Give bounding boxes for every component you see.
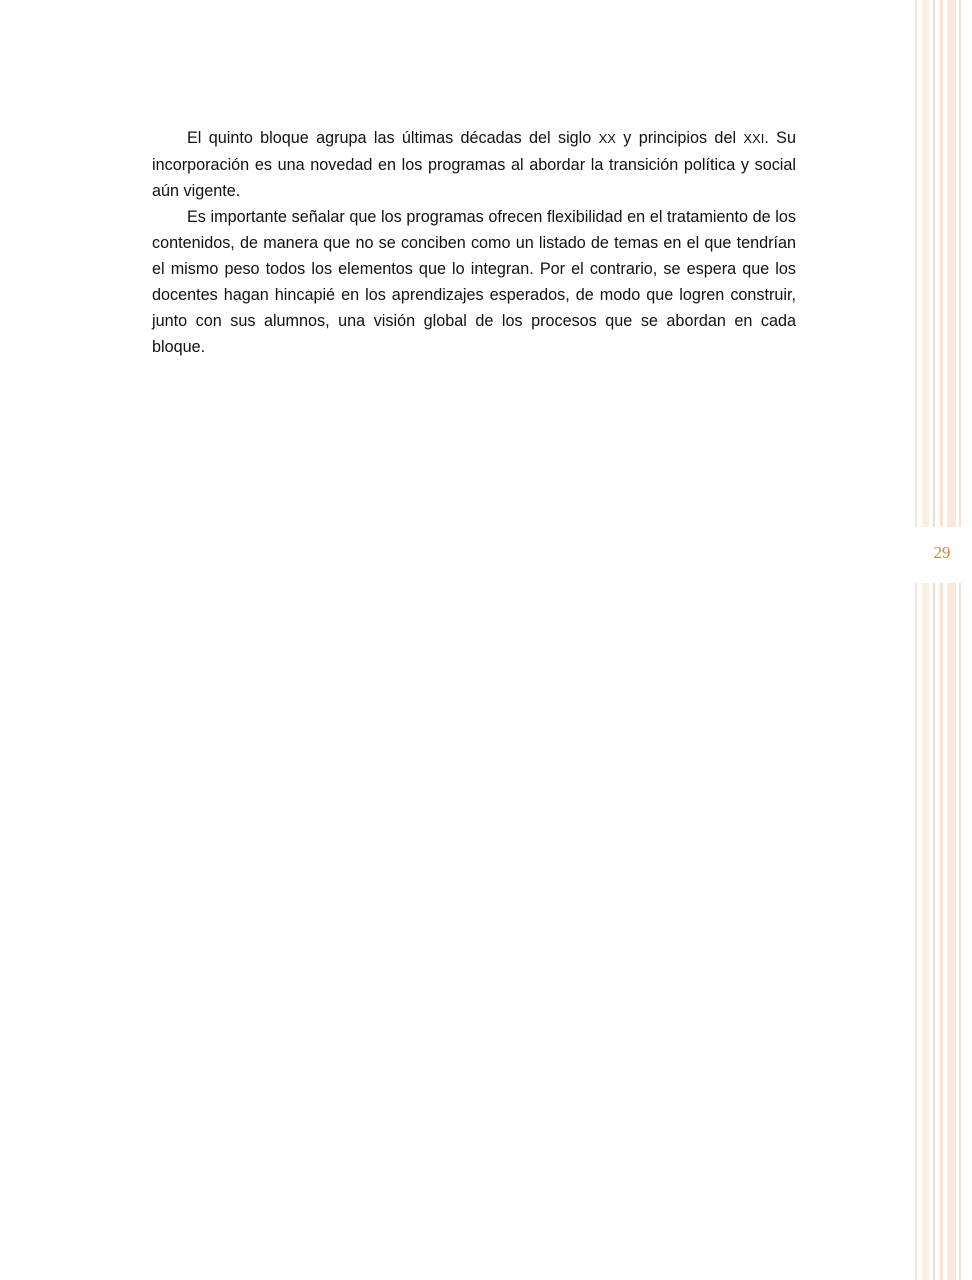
paragraph-1 [152,125,796,204]
paragraph-2: Es importante señalar que los programas ofrecen flexibilidad en el tratamiento de los contenidos, de manera que no se conciben como un listado de temas en el que tendrían el mismo peso todos los elementos que lo integran. Por el contrario, se espera que los docentes hagan hincapié en los aprendizajes esperados, de modo que logren construir, junto con sus alumnos, una visión global de los procesos que se abordan en cada bloque. [152,208,796,356]
paragraph-text: . Su incorporación es una novedad en los programas al abordar la transición política y social aún vigente. [152,129,796,200]
page-number: 29 [933,543,951,562]
decorative-stripe [947,0,956,1280]
paragraph-text: El quinto bloque agrupa las últimas décadas del siglo [187,129,599,147]
decorative-stripe [940,0,943,1280]
century-numeral: XX [598,131,616,146]
body-text [152,125,796,360]
decorative-stripe [922,0,929,1280]
decorative-stripe [915,0,917,1280]
decorative-stripe [933,0,935,1280]
century-numeral: XXI [743,131,765,146]
paragraph-text: y principios del [615,129,744,147]
decorative-stripe [959,0,961,1280]
